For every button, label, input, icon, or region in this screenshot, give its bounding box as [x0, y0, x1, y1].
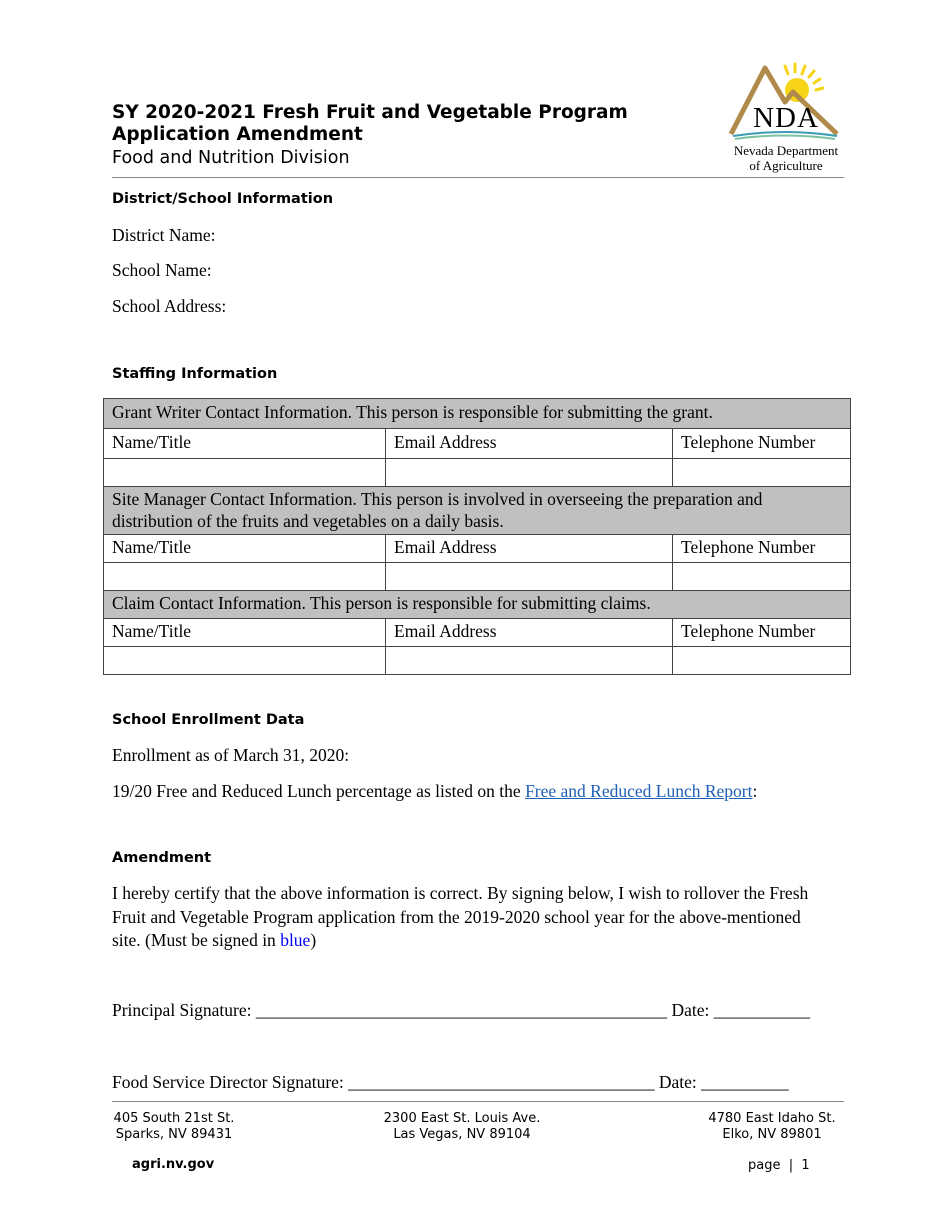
- staffing-table: [103, 398, 851, 675]
- amendment-heading: Amendment: [112, 850, 212, 866]
- amendment-text-main: I hereby certify that the above information is correct. By signing below, I wish to rollover the Fresh Fruit and Vegetable Program application from the 2019-2020 school year for the above-mentioned site. (Must be signed in: [112, 883, 809, 950]
- claim-contact-header-row: [104, 591, 851, 619]
- las-vegas-address-city: Las Vegas, NV 89104: [393, 1127, 531, 1142]
- grant-writer-columns: [104, 429, 851, 459]
- claim-contact-name-cell[interactable]: [104, 647, 386, 675]
- col-name-title: Name/Title: [104, 535, 386, 563]
- claim-contact-columns: [104, 619, 851, 647]
- col-name-title: Name/Title: [104, 619, 386, 647]
- logo-abbr: NDA: [753, 102, 819, 134]
- elko-address: [696, 1111, 848, 1143]
- col-email: Email Address: [386, 429, 673, 459]
- division-subtitle: Food and Nutrition Division: [112, 148, 350, 168]
- enrollment-label: Enrollment as of March 31, 2020:: [112, 745, 350, 765]
- blue-ink-note: blue: [280, 930, 311, 950]
- site-manager-name-cell[interactable]: [104, 563, 386, 591]
- site-manager-phone-cell[interactable]: [673, 563, 851, 591]
- site-manager-email-cell[interactable]: [386, 563, 673, 591]
- site-manager-header-row: [104, 487, 851, 535]
- col-telephone: Telephone Number: [673, 535, 851, 563]
- district-name-label: District Name:: [112, 225, 216, 245]
- grant-writer-email-cell[interactable]: [386, 459, 673, 487]
- nda-logo: [725, 62, 847, 174]
- claim-contact-email-cell[interactable]: [386, 647, 673, 675]
- sparks-address: [104, 1111, 244, 1143]
- title-line-1: SY 2020-2021 Fresh Fruit and Vegetable Program: [112, 102, 628, 123]
- principal-signature-line[interactable]: Principal Signature: _______________________________________________ Date: ___________: [112, 1000, 811, 1020]
- grant-writer-header: Grant Writer Contact Information. This person is responsible for submitting the grant.: [104, 399, 851, 429]
- frl-line: [112, 781, 757, 802]
- sparks-address-street: 405 South 21st St.: [113, 1111, 235, 1126]
- school-address-label: School Address:: [112, 296, 227, 316]
- grant-writer-phone-cell[interactable]: [673, 459, 851, 487]
- sparks-address-city: Sparks, NV 89431: [115, 1127, 233, 1142]
- claim-contact-entry-row: [104, 647, 851, 675]
- grant-writer-entry-row: [104, 459, 851, 487]
- food-service-signature-line[interactable]: Food Service Director Signature: ___________________________________ Date: __________: [112, 1072, 789, 1092]
- frl-report-link[interactable]: Free and Reduced Lunch Report: [525, 781, 753, 801]
- claim-contact-phone-cell[interactable]: [673, 647, 851, 675]
- district-heading: District/School Information: [112, 191, 334, 207]
- col-email: Email Address: [386, 535, 673, 563]
- title-line-2: Application Amendment: [112, 124, 363, 145]
- school-name-label: School Name:: [112, 260, 212, 280]
- logo-line-2: of Agriculture: [749, 158, 823, 173]
- header-divider: [112, 177, 844, 178]
- frl-suffix: :: [752, 781, 758, 801]
- amendment-text: [112, 882, 832, 953]
- amendment-text-end: ): [310, 930, 317, 950]
- elko-address-city: Elko, NV 89801: [722, 1127, 822, 1142]
- las-vegas-address: [370, 1111, 554, 1143]
- logo-line-1: Nevada Department: [733, 143, 839, 158]
- page-title: [112, 102, 628, 146]
- col-telephone: Telephone Number: [673, 619, 851, 647]
- col-email: Email Address: [386, 619, 673, 647]
- site-manager-entry-row: [104, 563, 851, 591]
- enrollment-heading: School Enrollment Data: [112, 712, 305, 728]
- staffing-heading: Staffing Information: [112, 366, 278, 382]
- col-telephone: Telephone Number: [673, 429, 851, 459]
- footer-divider: [112, 1101, 844, 1102]
- frl-prefix: 19/20 Free and Reduced Lunch percentage as listed on the: [112, 781, 526, 801]
- elko-address-street: 4780 East Idaho St.: [708, 1111, 836, 1126]
- page-number: page | 1: [748, 1158, 810, 1173]
- site-manager-header: Site Manager Contact Information. This person is involved in overseeing the preparation and distribution of the fruits and vegetables on a daily basis.: [104, 487, 851, 535]
- grant-writer-header-row: [104, 399, 851, 429]
- claim-contact-header: Claim Contact Information. This person is responsible for submitting claims.: [104, 591, 851, 619]
- las-vegas-address-street: 2300 East St. Louis Ave.: [383, 1111, 541, 1126]
- website-link[interactable]: agri.nv.gov: [132, 1157, 215, 1172]
- col-name-title: Name/Title: [104, 429, 386, 459]
- site-manager-columns: [104, 535, 851, 563]
- grant-writer-name-cell[interactable]: [104, 459, 386, 487]
